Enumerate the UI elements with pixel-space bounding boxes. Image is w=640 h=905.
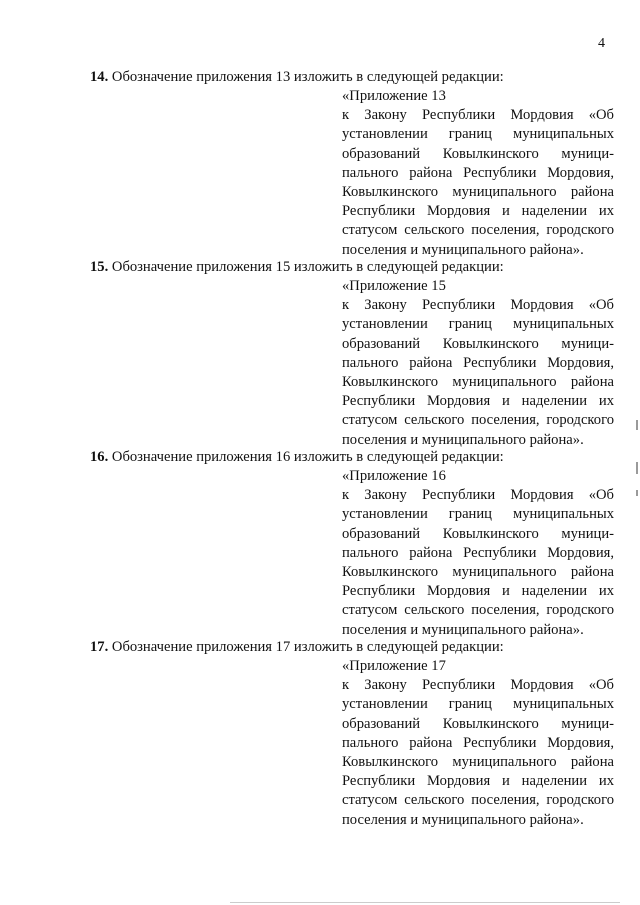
appendix-body: к Закону Республики Мордовия «Об установлении границ муниципальных образований Ковылкинского муници-пального района Республики Мордовия, Ковылкинского муниципального района Республики Мордовия и наделении их статусом сельского поселения, городского поселения и муниципального района». (342, 677, 614, 828)
appendix-block-15 (342, 277, 614, 450)
appendix-body: к Закону Республики Мордовия «Об установлении границ муниципальных образований Ковылкинского муници-пального района Республики Мордовия, Ковылкинского муниципального района Республики Мордовия и наделении их статусом сельского поселения, городского поселения и муниципального района». (342, 107, 614, 258)
item-text: Обозначение приложения 13 изложить в следующей редакции: (108, 69, 504, 85)
appendix-block-17 (342, 657, 614, 830)
item-text: Обозначение приложения 17 изложить в следующей редакции: (108, 639, 504, 655)
item-heading-14 (90, 68, 504, 87)
item-heading-15 (90, 258, 504, 277)
item-number: 15. (90, 259, 109, 275)
appendix-title: «Приложение 13 (342, 88, 446, 104)
appendix-body: к Закону Республики Мордовия «Об установлении границ муниципальных образований Ковылкинского муници-пального района Республики Мордовия, Ковылкинского муниципального района Республики Мордовия и наделении их статусом сельского поселения, городского поселения и муниципального района». (342, 487, 614, 638)
appendix-title: «Приложение 17 (342, 658, 446, 674)
scan-mark (636, 462, 638, 474)
scan-mark (230, 902, 620, 903)
item-text: Обозначение приложения 15 изложить в следующей редакции: (108, 259, 504, 275)
item-number: 16. (90, 449, 109, 465)
item-number: 17. (90, 639, 109, 655)
appendix-title: «Приложение 15 (342, 278, 446, 294)
appendix-block-13 (342, 87, 614, 260)
appendix-title: «Приложение 16 (342, 468, 446, 484)
item-heading-16 (90, 448, 504, 467)
scan-mark (636, 490, 638, 496)
appendix-block-16 (342, 467, 614, 640)
page-number: 4 (598, 36, 605, 51)
scan-mark (636, 420, 638, 430)
appendix-body: к Закону Республики Мордовия «Об установлении границ муниципальных образований Ковылкинского муници-пального района Республики Мордовия, Ковылкинского муниципального района Республики Мордовия и наделении их статусом сельского поселения, городского поселения и муниципального района». (342, 297, 614, 448)
item-text: Обозначение приложения 16 изложить в следующей редакции: (108, 449, 504, 465)
item-number: 14. (90, 69, 109, 85)
item-heading-17 (90, 638, 504, 657)
